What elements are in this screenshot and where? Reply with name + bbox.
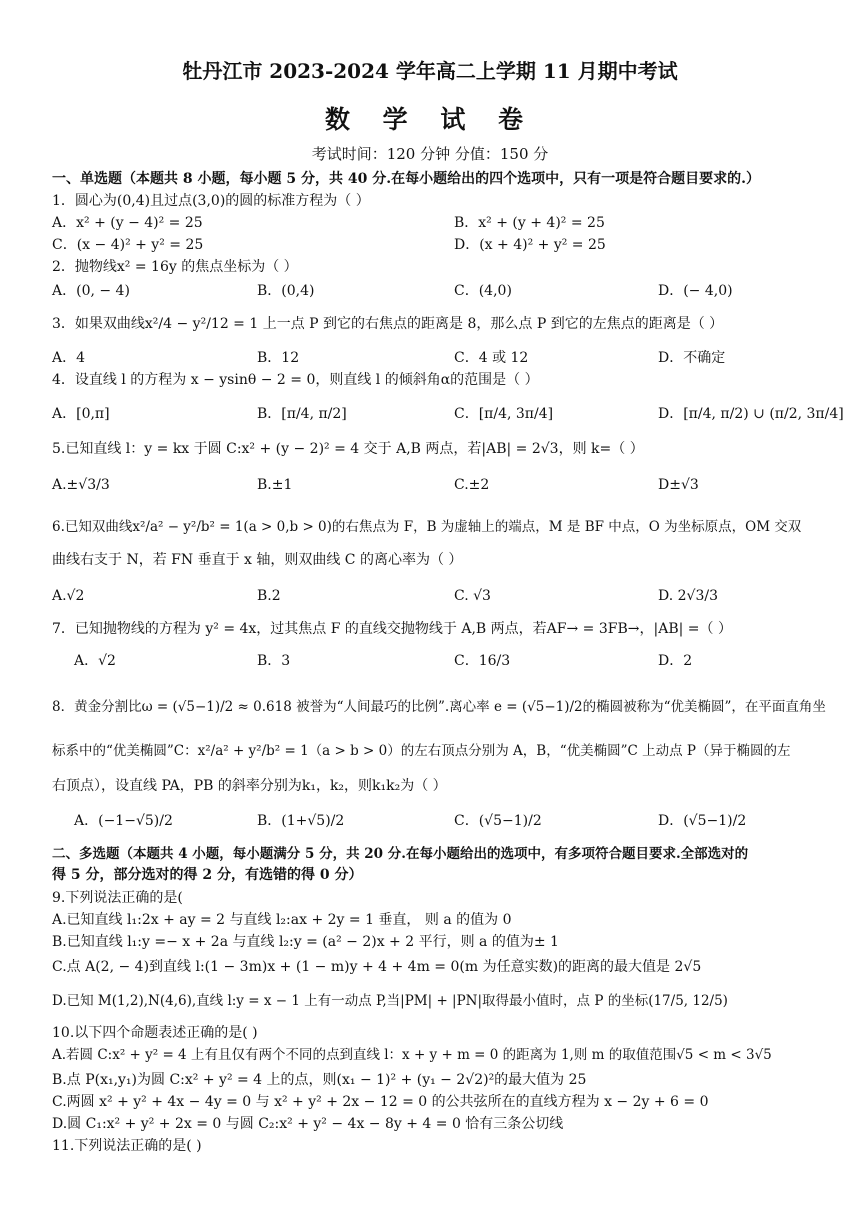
q3-stem: 3．如果双曲线x²/4 − y²/12 = 1 上一点 P 到它的右焦点的距离是 8，那么点 P 到它的左焦点的距离是（ ）	[52, 316, 724, 332]
q9-option-c: C.点 A(2, − 4)到直线 l:(1 − 3m)x + (1 − m)y + 4 + 4m = 0(m 为任意实数)的距离的最大值是 2√5	[52, 959, 702, 975]
q7-option-d: D．2	[658, 653, 693, 669]
q5-stem: 5.已知直线 l：y = kx 于圆 C:x² + (y − 2)² = 4 交于 A,B 两点，若|AB| = 2√3，则 k=（ ）	[52, 441, 644, 457]
q3-option-a: A．4	[52, 350, 86, 366]
q1-option-b: B．x² + (y + 4)² = 25	[454, 215, 605, 231]
q2-stem: 2．抛物线x² = 16y 的焦点坐标为（ ）	[52, 259, 298, 275]
q8-option-a: A．(−1−√5)/2	[74, 813, 173, 829]
q2-option-d: D．(− 4,0)	[658, 283, 733, 299]
q6-option-d: D. 2√3/3	[658, 588, 718, 604]
q3-option-d: D．不确定	[658, 350, 726, 366]
q4-stem: 4．设直线 l 的方程为 x − ysinθ − 2 = 0，则直线 l 的倾斜角α的范围是（ ）	[52, 372, 539, 388]
q9-stem: 9.下列说法正确的是(	[52, 890, 183, 906]
section-multi-choice-line1: 二、多选题（本题共 4 小题，每小题满分 5 分，共 20 分.在每小题给出的选项中，有多项符合题目要求.全部选对的	[52, 846, 749, 862]
q8-stem-line1: 8．黄金分割比ω = (√5−1)/2 ≈ 0.618 被誉为“人间最巧的比例”.离心率 e = (√5−1)/2的椭圆被称为“优美椭圆”，在平面直角坐	[52, 699, 826, 715]
q5-option-d: D±√3	[658, 477, 699, 493]
q8-option-b: B．(1+√5)/2	[257, 813, 345, 829]
section-multi-choice-line2: 得 5 分，部分选对的得 2 分，有选错的得 0 分）	[52, 867, 363, 883]
q11-stem: 11.下列说法正确的是( )	[52, 1138, 202, 1154]
q7-stem: 7．已知抛物线的方程为 y² = 4x，过其焦点 F 的直线交抛物线于 A,B 两点，若AF→ = 3FB→，|AB| =（ ）	[52, 621, 732, 637]
q10-option-c: C.两圆 x² + y² + 4x − 4y = 0 与 x² + y² + 2x − 12 = 0 的公共弦所在的直线方程为 x − 2y + 6 = 0	[52, 1094, 709, 1110]
q4-option-b: B．[π/4, π/2]	[257, 406, 347, 422]
q3-option-b: B．12	[257, 350, 300, 366]
q9-option-a: A.已知直线 l₁:2x + ay = 2 与直线 l₂:ax + 2y = 1 垂直， 则 a 的值为 0	[52, 912, 512, 928]
q10-stem: 10.以下四个命题表述正确的是( )	[52, 1025, 258, 1041]
q2-option-a: A．(0, − 4)	[52, 283, 130, 299]
q6-stem-line2: 曲线右支于 N，若 FN 垂直于 x 轴，则双曲线 C 的离心率为（ ）	[52, 552, 463, 568]
q5-option-a: A.±√3/3	[52, 477, 110, 493]
q4-option-c: C．[π/4, 3π/4]	[454, 406, 554, 422]
q10-option-d: D.圆 C₁:x² + y² + 2x = 0 与圆 C₂:x² + y² − 4x − 8y + 4 = 0 恰有三条公切线	[52, 1116, 564, 1132]
q8-option-d: D．(√5−1)/2	[658, 813, 747, 829]
exam-title: 牡丹江市 2023-2024 学年高二上学期 11 月期中考试	[182, 59, 678, 83]
q6-option-b: B.2	[257, 588, 281, 604]
q4-option-a: A．[0,π]	[52, 406, 110, 422]
q10-option-a: A.若圆 C:x² + y² = 4 上有且仅有两个不同的点到直线 l：x + y + m = 0 的距离为 1,则 m 的取值范围√5 < m < 3√5	[52, 1047, 772, 1063]
q6-stem-line1: 6.已知双曲线x²/a² − y²/b² = 1(a > 0,b > 0)的右焦点为 F，B 为虚轴上的端点，M 是 BF 中点，O 为坐标原点，OM 交双	[52, 519, 802, 535]
q10-option-b: B.点 P(x₁,y₁)为圆 C:x² + y² = 4 上的点，则(x₁ − 1)² + (y₁ − 2√2)²的最大值为 25	[52, 1072, 587, 1088]
q2-option-b: B．(0,4)	[257, 283, 315, 299]
q7-option-b: B．3	[257, 653, 291, 669]
q4-option-d: D．[π/4, π/2) ∪ (π/2, 3π/4]	[658, 406, 844, 422]
q7-option-c: C．16/3	[454, 653, 511, 669]
exam-subtitle: 数 学 试 卷	[324, 105, 536, 134]
q1-option-d: D．(x + 4)² + y² = 25	[454, 237, 606, 253]
q8-stem-line2: 标系中的“优美椭圆”C：x²/a² + y²/b² = 1（a > b > 0）的左右顶点分别为 A，B，“优美椭圆”C 上动点 P（异于椭圆的左	[52, 743, 791, 759]
q3-option-c: C．4 或 12	[454, 350, 529, 366]
q8-stem-line3: 右顶点），设直线 PA，PB 的斜率分别为k₁，k₂，则k₁k₂为（ ）	[52, 778, 447, 794]
q8-option-c: C．(√5−1)/2	[454, 813, 542, 829]
q9-option-d: D.已知 M(1,2),N(4,6),直线 l:y = x − 1 上有一动点 P,当|PM| + |PN|取得最小值时，点 P 的坐标(17/5, 12/5)	[52, 993, 728, 1009]
q6-option-c: C. √3	[454, 588, 491, 604]
q9-option-b: B.已知直线 l₁:y =− x + 2a 与直线 l₂:y = (a² − 2)x + 2 平行，则 a 的值为± 1	[52, 934, 559, 950]
q7-option-a: A．√2	[74, 653, 116, 669]
q6-option-a: A.√2	[52, 588, 85, 604]
section-single-choice: 一、单选题（本题共 8 小题，每小题 5 分，共 40 分.在每小题给出的四个选项中，只有一项是符合题目要求的.）	[52, 171, 760, 187]
q5-option-b: B.±1	[257, 477, 293, 493]
q2-option-c: C．(4,0)	[454, 283, 512, 299]
q1-option-c: C．(x − 4)² + y² = 25	[52, 237, 204, 253]
exam-info: 考试时间：120 分钟 分值：150 分	[311, 145, 549, 163]
q1-stem: 1．圆心为(0,4)且过点(3,0)的圆的标准方程为（ ）	[52, 193, 370, 209]
q5-option-c: C.±2	[454, 477, 490, 493]
q1-option-a: A．x² + (y − 4)² = 25	[52, 215, 203, 231]
